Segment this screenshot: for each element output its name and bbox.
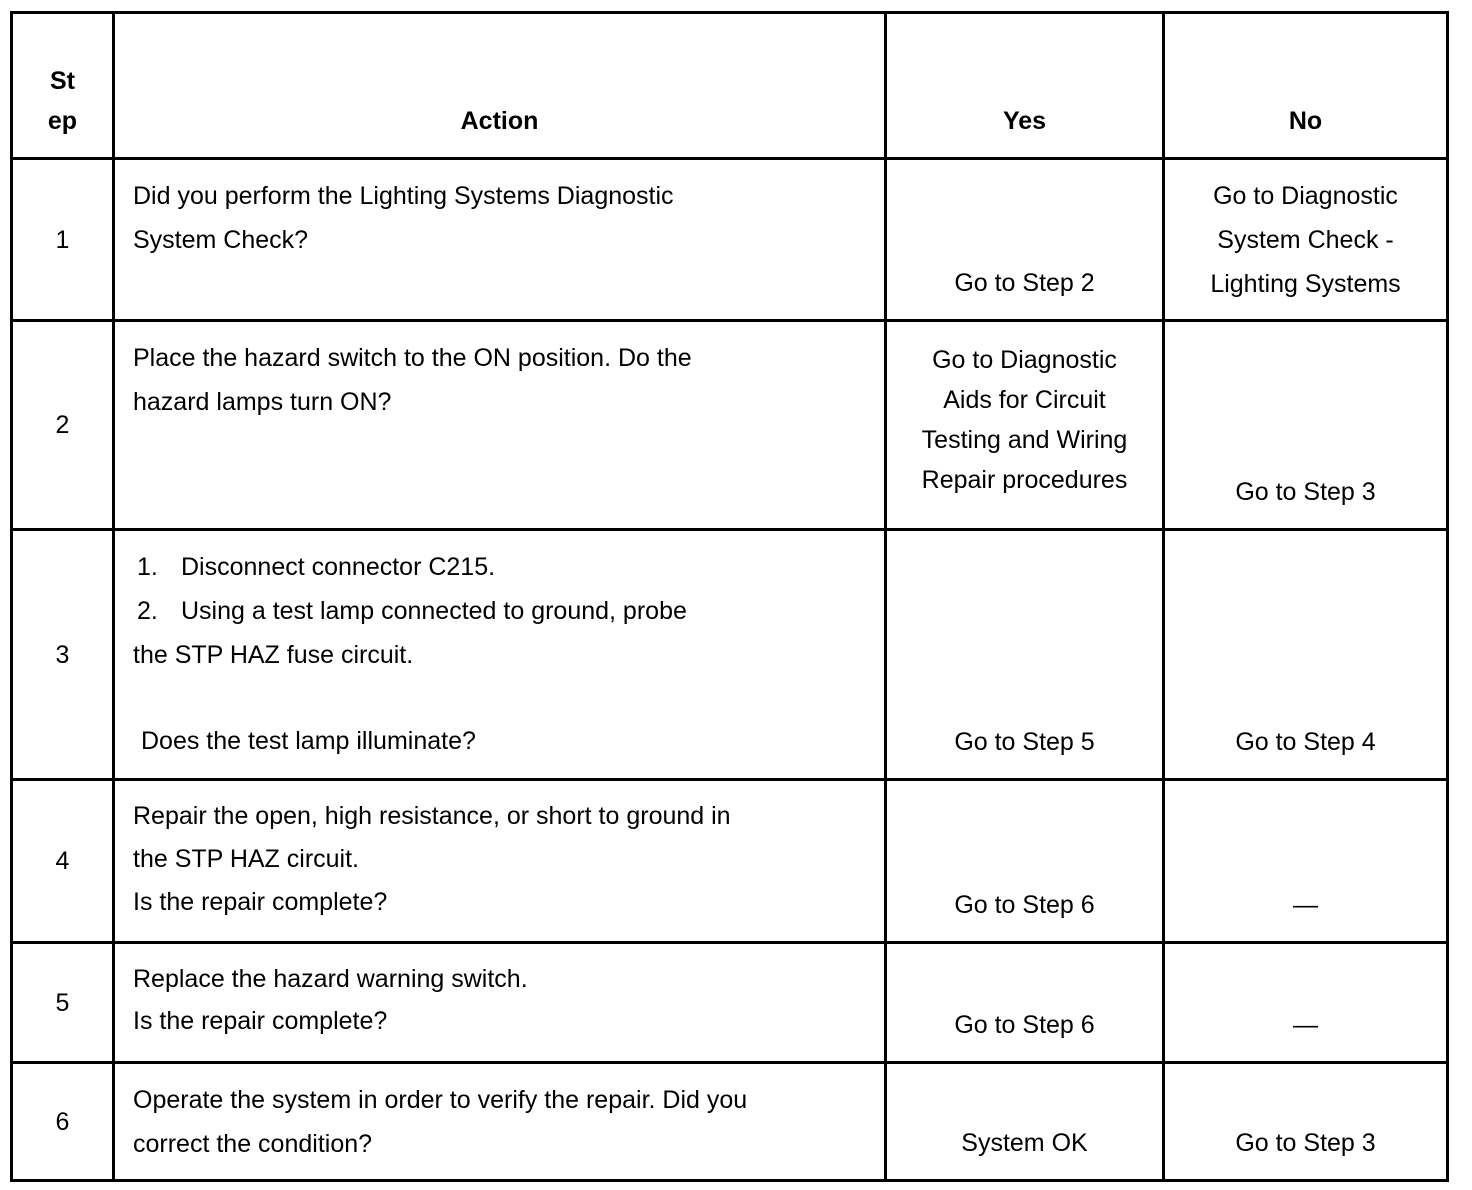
no-cell: Go to Step 3 — [1164, 321, 1448, 530]
no-cell: — — [1164, 780, 1448, 943]
header-no: No — [1164, 13, 1448, 159]
step-number: 3 — [12, 530, 114, 780]
step-number: 5 — [12, 943, 114, 1063]
yes-cell — [886, 321, 1164, 530]
yes-line: Aids for Circuit — [943, 386, 1106, 414]
table-row — [12, 159, 1448, 321]
action-line: Replace the hazard warning switch. — [133, 965, 528, 993]
no-line: System Check - — [1217, 226, 1394, 254]
yes-cell: System OK — [886, 1063, 1164, 1181]
yes-cell: Go to Step 6 — [886, 780, 1164, 943]
list-number: 1. — [137, 553, 158, 581]
header-yes: Yes — [886, 13, 1164, 159]
step-number: 1 — [12, 159, 114, 321]
no-cell: Go to Step 3 — [1164, 1063, 1448, 1181]
action-line: Did you perform the Lighting Systems Diagnostic — [133, 182, 674, 210]
table-row — [12, 321, 1448, 530]
table-row — [12, 943, 1448, 1063]
action-cell — [114, 943, 886, 1063]
yes-cell: Go to Step 5 — [886, 530, 1164, 780]
step-number: 4 — [12, 780, 114, 943]
no-line: Lighting Systems — [1210, 270, 1401, 298]
step-number: 2 — [12, 321, 114, 530]
header-step: St ep — [12, 13, 114, 159]
yes-line: Go to Diagnostic — [932, 346, 1117, 374]
action-line: System Check? — [133, 226, 309, 254]
list-text: Disconnect connector C215. — [181, 553, 496, 581]
list-number: 2. — [137, 597, 158, 625]
diagnostic-table — [10, 11, 1449, 1182]
action-line: Place the hazard switch to the ON position. Do the — [133, 344, 692, 372]
action-line: Is the repair complete? — [133, 1007, 388, 1035]
action-line: correct the condition? — [133, 1130, 373, 1158]
action-line: the STP HAZ fuse circuit. — [133, 641, 414, 669]
table-row — [12, 530, 1448, 780]
header-row — [12, 13, 1448, 159]
no-cell: Go to Step 4 — [1164, 530, 1448, 780]
action-question: Does the test lamp illuminate? — [141, 727, 476, 755]
yes-cell: Go to Step 6 — [886, 943, 1164, 1063]
no-cell: — — [1164, 943, 1448, 1063]
list-item — [133, 545, 874, 589]
action-cell — [114, 780, 886, 943]
step-number: 6 — [12, 1063, 114, 1181]
list-text: Using a test lamp connected to ground, probe — [181, 597, 687, 625]
action-line: Operate the system in order to verify the repair. Did you — [133, 1086, 748, 1114]
action-line: Is the repair complete? — [133, 888, 388, 916]
action-cell — [114, 159, 886, 321]
action-cell — [114, 1063, 886, 1181]
yes-line: Testing and Wiring — [921, 426, 1128, 454]
action-line: hazard lamps turn ON? — [133, 388, 392, 416]
list-item — [133, 589, 874, 633]
action-cell — [114, 321, 886, 530]
yes-line: Repair procedures — [921, 466, 1128, 494]
no-line: Go to Diagnostic — [1213, 182, 1398, 210]
table-row — [12, 1063, 1448, 1181]
header-action: Action — [114, 13, 886, 159]
yes-cell: Go to Step 2 — [886, 159, 1164, 321]
action-line: the STP HAZ circuit. — [133, 845, 359, 873]
action-cell — [114, 530, 886, 780]
table-row — [12, 780, 1448, 943]
no-cell — [1164, 159, 1448, 321]
action-line: Repair the open, high resistance, or short to ground in — [133, 802, 731, 830]
